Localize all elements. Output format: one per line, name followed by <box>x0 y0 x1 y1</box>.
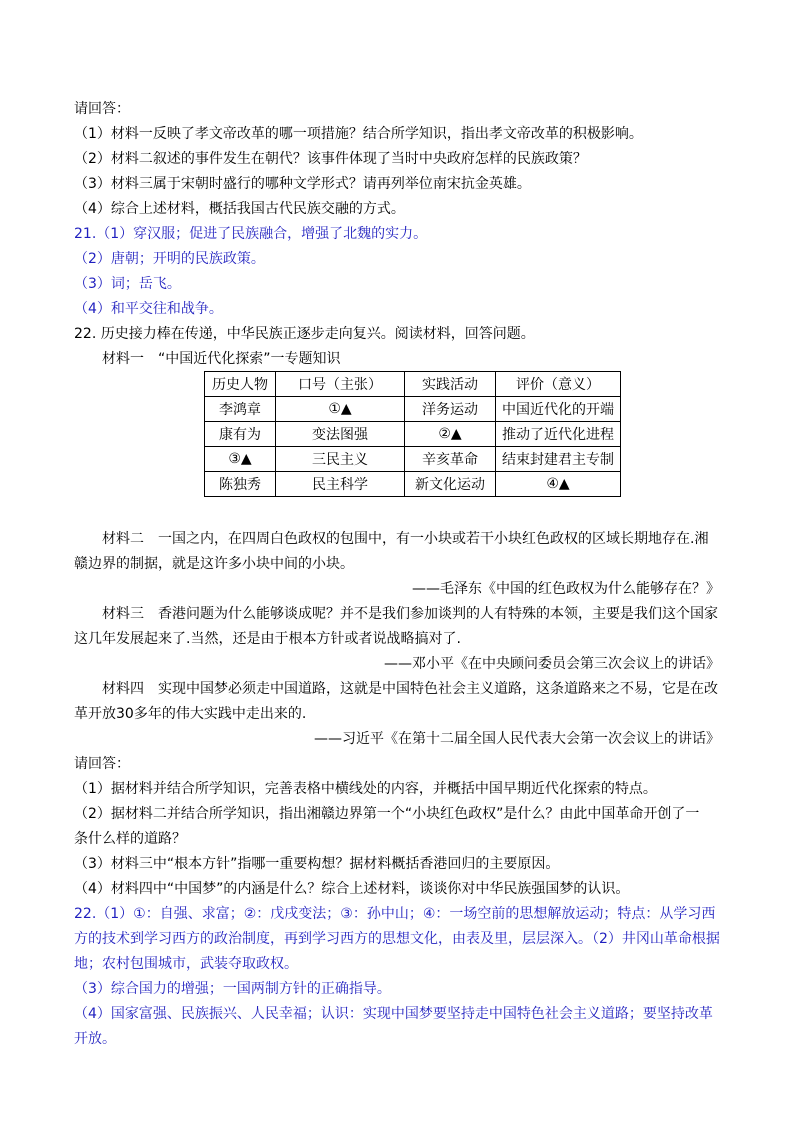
answer-22-line-1: 22.（1）①：自强、求富；②：戊戌变法；③：孙中山；④：一场空前的思想解放运动；特点：从学习西 <box>74 906 716 922</box>
material-2-line-1: 材料二 一国之内，在四周白色政权的包围中，有一小块或若干小块红色政权的区域长期地存在.湘 <box>102 531 709 547</box>
material-2-source: ——毛泽东《中国的红色政权为什么能够存在？》 <box>412 581 720 597</box>
material-4-line-2: 革开放30多年的伟大实践中走出来的. <box>74 706 307 722</box>
table-row <box>205 447 621 472</box>
question-22-1: （1）据材料并结合所学知识，完善表格中横线处的内容，并概括中国早期近代化探索的特点。 <box>74 781 657 797</box>
answer-21-3: （3）词；岳飞。 <box>74 276 181 292</box>
answer-22-line-6: 开放。 <box>74 1031 116 1047</box>
table-cell: 陈独秀 <box>205 472 276 497</box>
table-header: 评价（意义） <box>496 372 621 397</box>
modernization-table <box>204 371 621 497</box>
table-cell: ①▲ <box>276 397 405 422</box>
table-cell: 推动了近代化进程 <box>496 422 621 447</box>
table-cell: 三民主义 <box>276 447 405 472</box>
answer-prompt-2: 请回答： <box>74 756 130 772</box>
table-row <box>205 397 621 422</box>
table-cell: 洋务运动 <box>405 397 496 422</box>
table-header-row <box>205 372 621 397</box>
answer-22-line-3: 地；农村包围城市，武装夺取政权。 <box>74 956 298 972</box>
table-cell: 结束封建君主专制 <box>496 447 621 472</box>
question-22-2: （2）据材料二并结合所学知识，指出湘赣边界第一个“小块红色政权”是什么？由此中国革命开创了一 <box>74 806 700 822</box>
question-22-intro: 22. 历史接力棒在传递，中华民族正逐步走向复兴。阅读材料，回答问题。 <box>74 326 535 342</box>
question-21-2: （2）材料二叙述的事件发生在朝代？该事件体现了当时中央政府怎样的民族政策？ <box>74 151 587 167</box>
table-row <box>205 422 621 447</box>
table-cell: ③▲ <box>205 447 276 472</box>
table-header: 历史人物 <box>205 372 276 397</box>
answer-prompt: 请回答： <box>74 101 130 117</box>
table-cell: 康有为 <box>205 422 276 447</box>
table-cell: 变法图强 <box>276 422 405 447</box>
answer-21-1: 21.（1）穿汉服；促进了民族融合，增强了北魏的实力。 <box>74 226 428 242</box>
answer-21-2: （2）唐朝；开明的民族政策。 <box>74 251 265 267</box>
table-cell: 民主科学 <box>276 472 405 497</box>
material-4-source: ——习近平《在第十二届全国人民代表大会第一次会议上的讲话》 <box>314 731 720 747</box>
question-21-1: （1）材料一反映了孝文帝改革的哪一项措施？结合所学知识，指出孝文帝改革的积极影响。 <box>74 126 643 142</box>
material-3-line-1: 材料三 香港问题为什么能够谈成呢？并不是我们参加谈判的人有特殊的本领，主要是我们这个国家 <box>102 606 718 622</box>
question-22-3: （3）材料三中“根本方针”指哪一重要构想？据材料概括香港回归的主要原因。 <box>74 856 560 872</box>
table-cell: ②▲ <box>405 422 496 447</box>
material-3-source: ——邓小平《在中央顾问委员会第三次会议上的讲话》 <box>384 656 720 672</box>
table-cell: ④▲ <box>496 472 621 497</box>
question-22-4: （4）材料四中“中国梦”的内涵是什么？综合上述材料，谈谈你对中华民族强国梦的认识。 <box>74 881 630 897</box>
table-header: 口号（主张） <box>276 372 405 397</box>
material-1-title: 材料一 “中国近代化探索”一专题知识 <box>102 351 341 367</box>
question-21-3: （3）材料三属于宋朝时盛行的哪种文学形式？请再列举位南宋抗金英雄。 <box>74 176 531 192</box>
answer-22-line-2: 方的技术到学习西方的政治制度，再到学习西方的思想文化，由表及里，层层深入。（2）井冈山革命根据 <box>74 931 720 947</box>
material-2-line-2: 赣边界的制据，就是这许多小块中间的小块。 <box>74 556 354 572</box>
table-cell: 辛亥革命 <box>405 447 496 472</box>
table-row <box>205 472 621 497</box>
answer-22-line-5: （4）国家富强、民族振兴、人民幸福；认识：实现中国梦要坚持走中国特色社会主义道路；要坚持改革 <box>74 1006 713 1022</box>
table-header: 实践活动 <box>405 372 496 397</box>
material-4-line-1: 材料四 实现中国梦必须走中国道路，这就是中国特色社会主义道路，这条道路来之不易，它是在改 <box>102 681 718 697</box>
question-21-4: （4）综合上述材料，概括我国古代民族交融的方式。 <box>74 201 405 217</box>
table-cell: 李鸿章 <box>205 397 276 422</box>
answer-21-4: （4）和平交往和战争。 <box>74 301 223 317</box>
table-cell: 新文化运动 <box>405 472 496 497</box>
table-cell: 中国近代化的开端 <box>496 397 621 422</box>
question-22-2-cont: 条什么样的道路？ <box>74 831 186 847</box>
material-3-line-2: 这几年发展起来了.当然，还是由于根本方针或者说战略搞对了. <box>74 631 461 647</box>
answer-22-line-4: （3）综合国力的增强；一国两制方针的正确指导。 <box>74 981 391 997</box>
